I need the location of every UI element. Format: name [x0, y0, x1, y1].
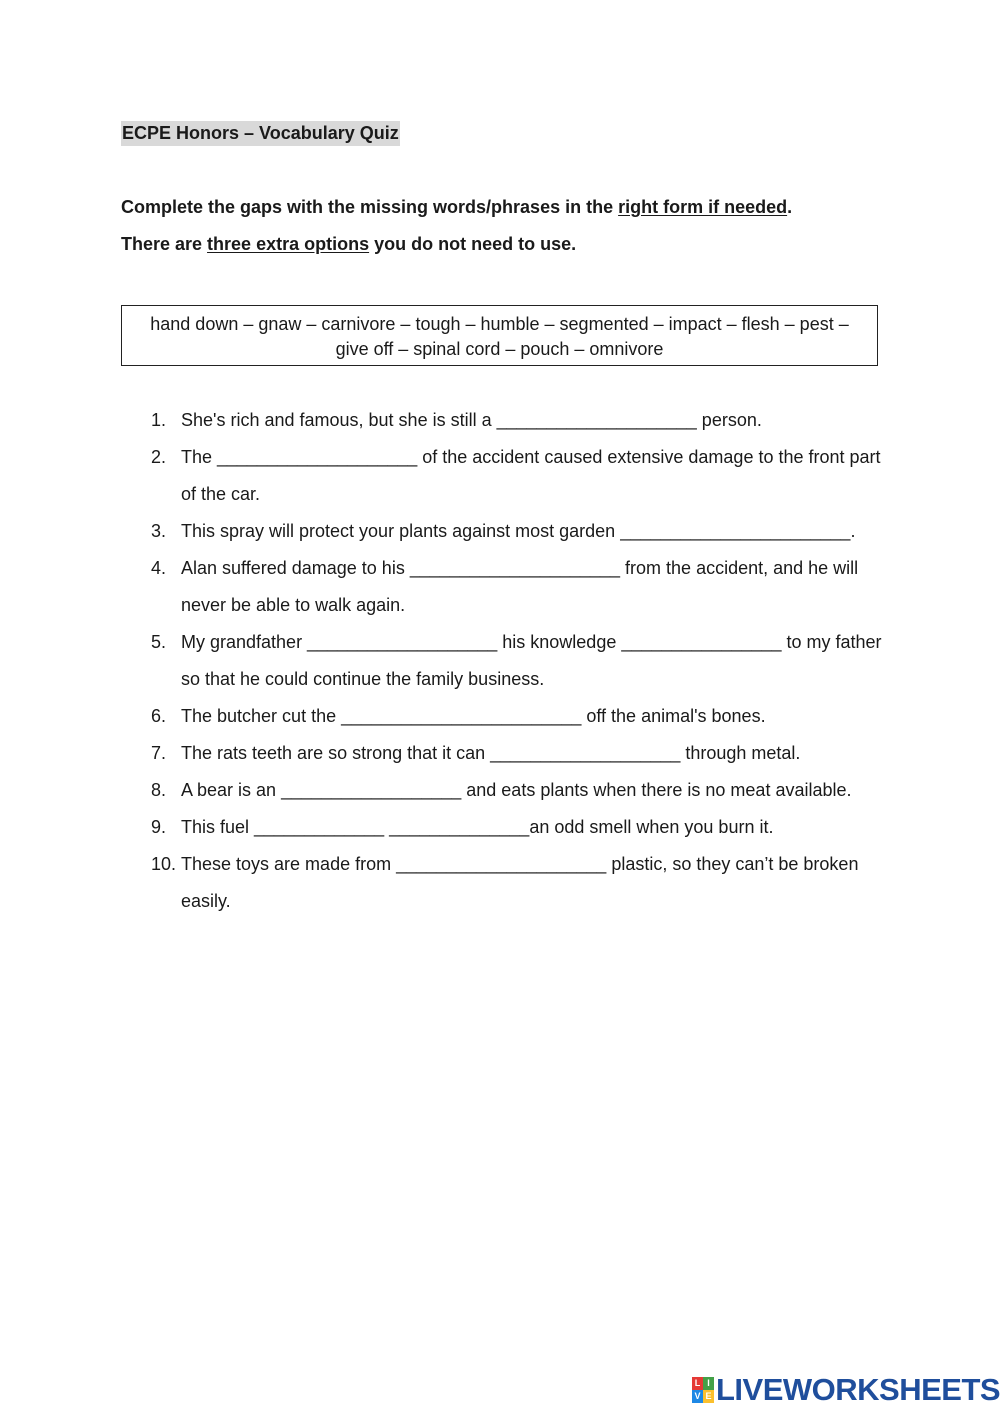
question-item — [121, 513, 891, 550]
question-text: These toys are made from _____________________ plastic, so they can’t be broken easily. — [181, 854, 859, 911]
question-text: The ____________________ of the accident caused extensive damage to the front part of the car. — [181, 447, 881, 504]
question-item — [121, 846, 891, 920]
question-number: 9. — [151, 817, 167, 837]
question-list — [121, 402, 891, 920]
question-item — [121, 772, 891, 809]
instruction-line-1 — [121, 196, 792, 218]
question-item — [121, 624, 891, 698]
instruction-1-text: Complete the gaps with the missing words/phrases in the — [121, 197, 619, 217]
question-item — [121, 698, 891, 735]
instruction-2-underlined: three extra options — [207, 234, 370, 254]
logo-mark-letter: L — [692, 1377, 703, 1390]
question-text: The butcher cut the ________________________ off the animal's bones. — [181, 706, 766, 726]
quiz-title: ECPE Honors – Vocabulary Quiz — [121, 121, 400, 146]
liveworksheets-mark-icon — [692, 1377, 714, 1403]
question-number: 8. — [151, 780, 167, 800]
instruction-1-underlined: right form if needed — [618, 197, 788, 217]
question-number: 10. — [151, 854, 177, 874]
question-text: She's rich and famous, but she is still a ____________________ person. — [181, 410, 762, 430]
word-bank-line-1: hand down – gnaw – carnivore – tough – humble – segmented – impact – flesh – pest – — [150, 314, 849, 334]
question-item — [121, 439, 891, 513]
liveworksheets-logo[interactable] — [692, 1372, 1000, 1408]
word-bank-box — [121, 305, 878, 366]
logo-mark-letter: I — [703, 1377, 714, 1390]
question-number: 1. — [151, 410, 167, 430]
instruction-2-end: you do not need to use. — [369, 234, 577, 254]
instruction-2-text: There are — [121, 234, 208, 254]
question-item — [121, 402, 891, 439]
question-text: My grandfather ___________________ his knowledge ________________ to my father so that he could continue the family business. — [181, 632, 882, 689]
logo-mark-letter: E — [703, 1390, 714, 1403]
question-text: Alan suffered damage to his _____________________ from the accident, and he will never be able to walk again. — [181, 558, 859, 615]
logo-text: LIVEWORKSHEETS — [716, 1372, 1000, 1407]
question-text: A bear is an __________________ and eats plants when there is no meat available. — [181, 780, 852, 800]
question-number: 3. — [151, 521, 167, 541]
instruction-1-end: . — [787, 197, 793, 217]
question-number: 6. — [151, 706, 167, 726]
question-text: This fuel _____________ ______________an odd smell when you burn it. — [181, 817, 774, 837]
question-item — [121, 735, 891, 772]
question-text: The rats teeth are so strong that it can ___________________ through metal. — [181, 743, 801, 763]
question-number: 4. — [151, 558, 167, 578]
instruction-line-2 — [121, 233, 576, 255]
question-number: 7. — [151, 743, 167, 763]
question-number: 2. — [151, 447, 167, 467]
word-bank-line-2: give off – spinal cord – pouch – omnivore — [335, 339, 664, 359]
question-item — [121, 550, 891, 624]
logo-mark-letter: V — [692, 1390, 703, 1403]
question-text: This spray will protect your plants against most garden _______________________. — [181, 521, 856, 541]
question-item — [121, 809, 891, 846]
question-number: 5. — [151, 632, 167, 652]
